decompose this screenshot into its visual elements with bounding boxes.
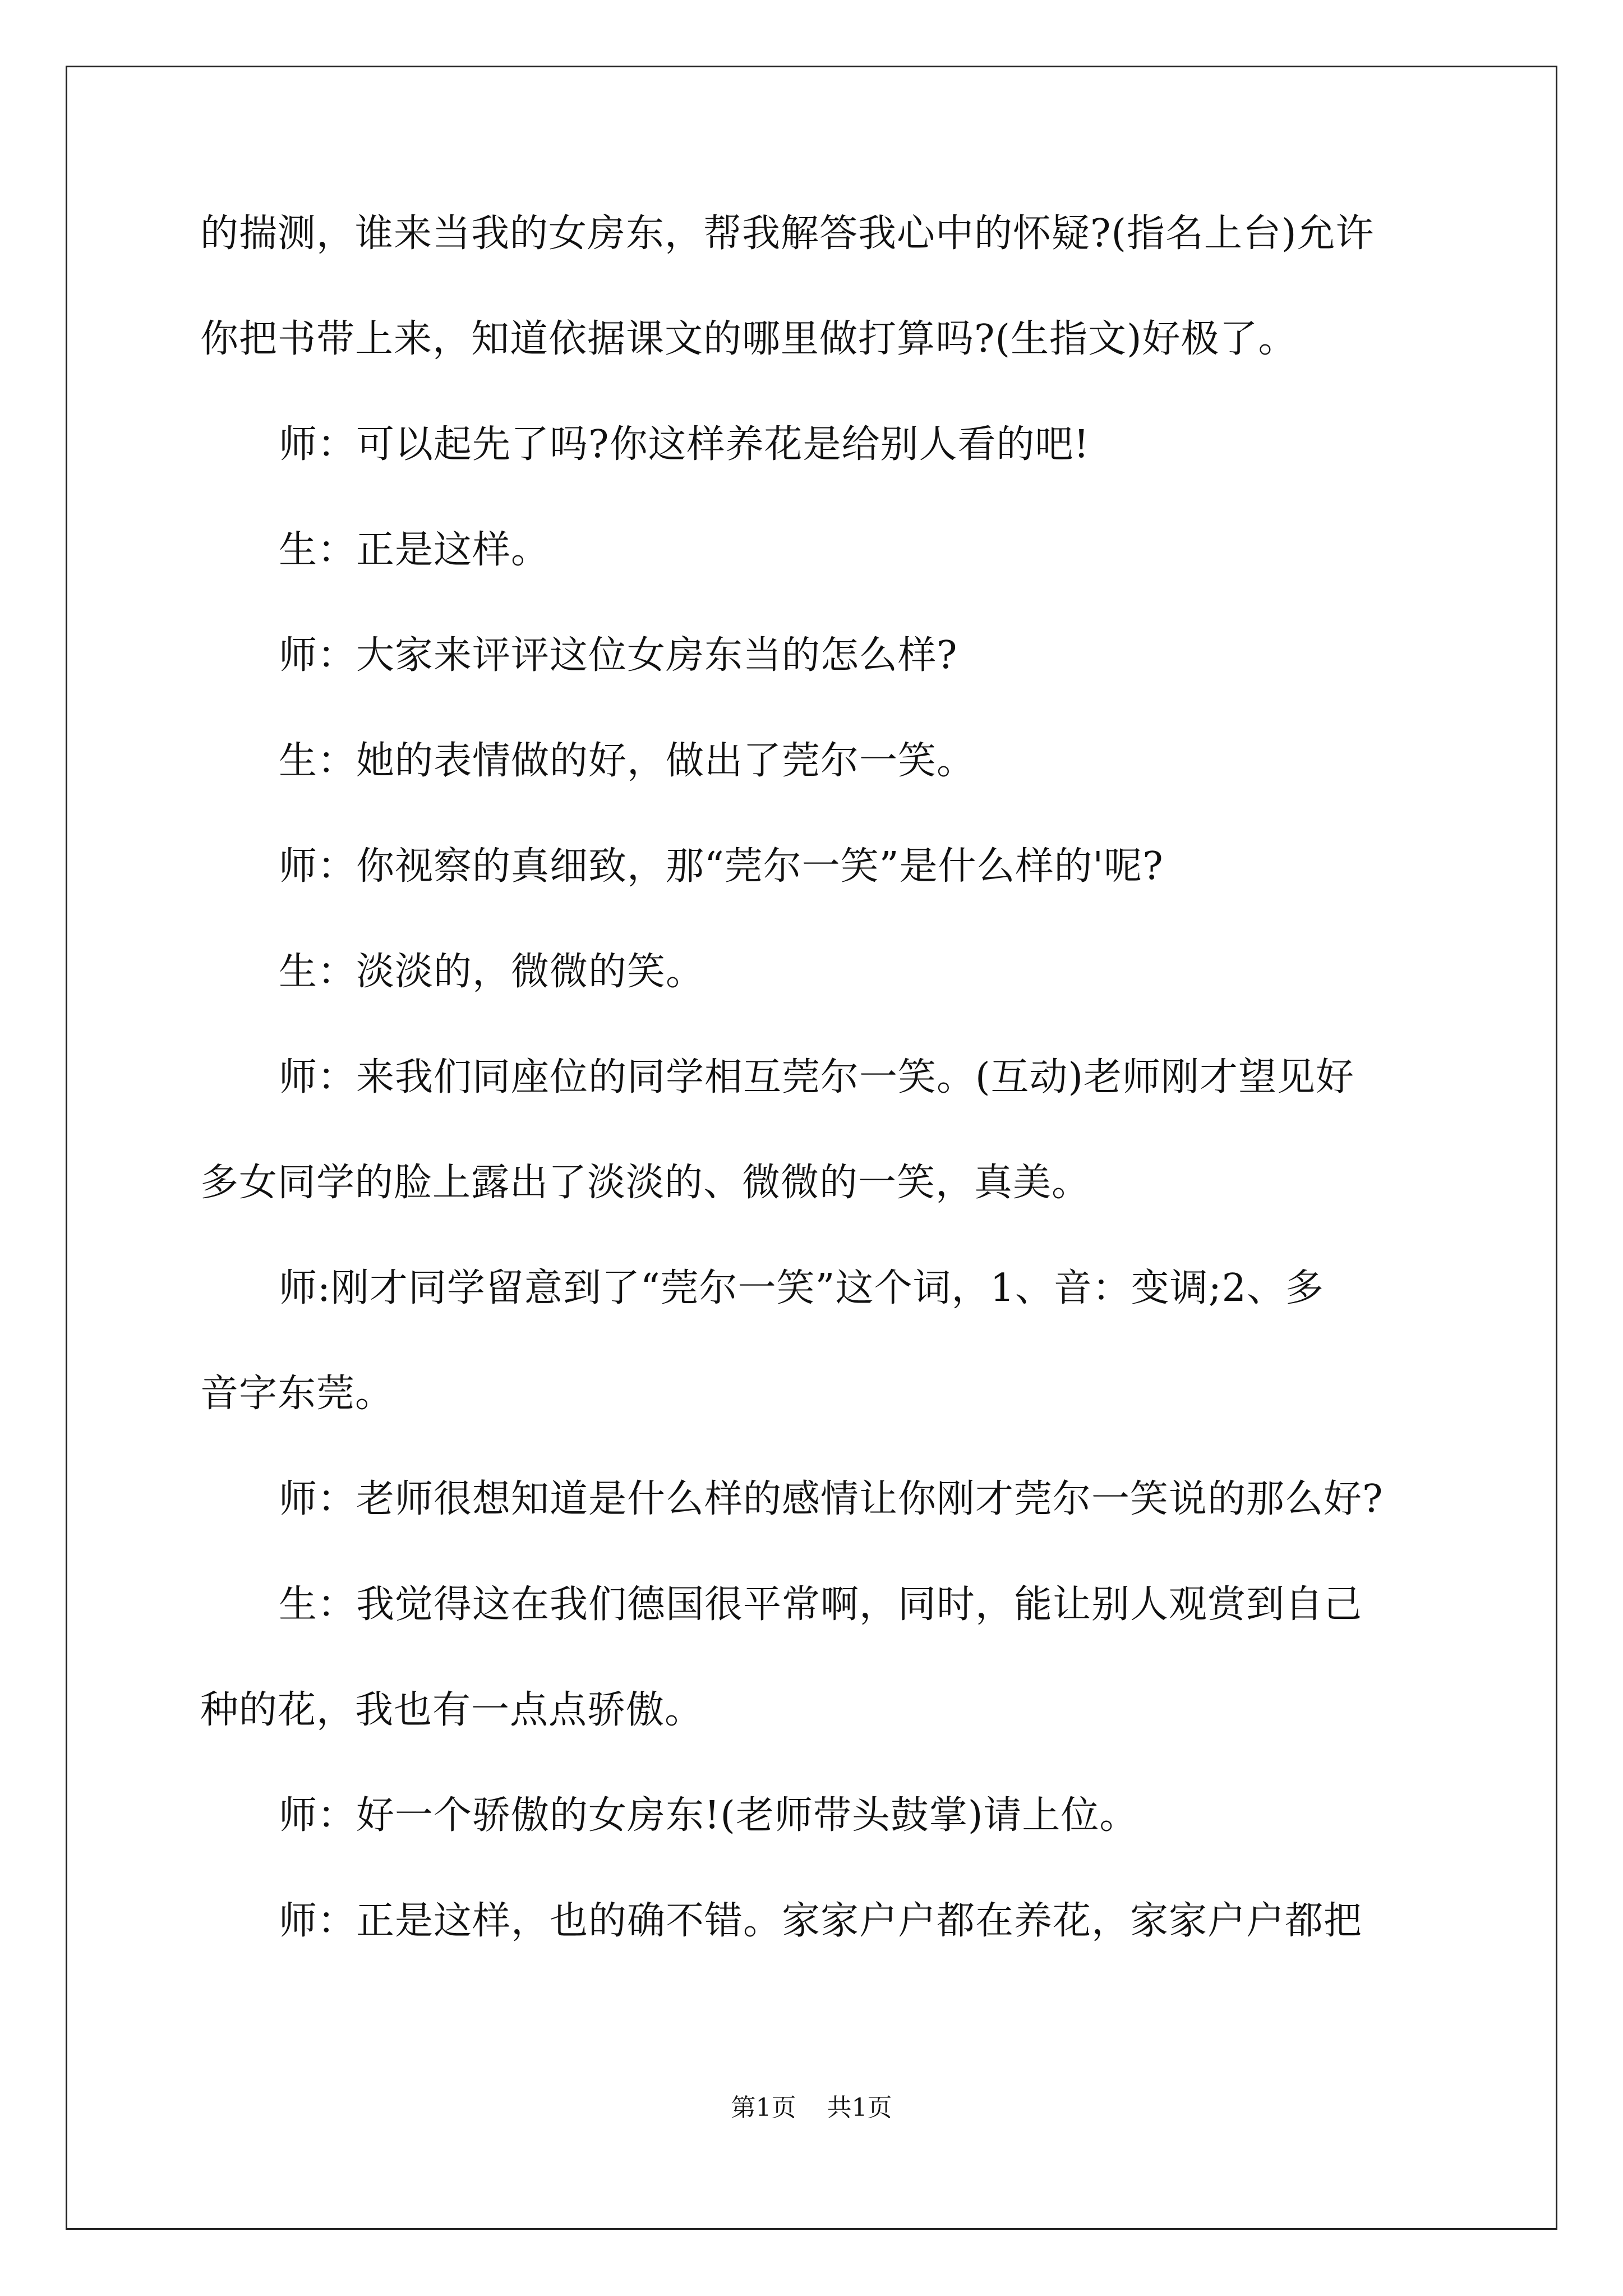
text-line: 多女同学的脸上露出了淡淡的、微微的一笑，真美。 bbox=[200, 1161, 1091, 1205]
document-body bbox=[200, 208, 1434, 1947]
text-line: 师:刚才同学留意到了“莞尔一笑”这个词，1、音：变调;2、多 bbox=[279, 1266, 1324, 1310]
text-line: 生：我觉得这在我们德国很平常啊，同时，能让别人观赏到自己 bbox=[279, 1582, 1363, 1627]
text-line: 师：你视察的真细致，那“莞尔一笑”是什么样的'呢? bbox=[279, 844, 1164, 889]
text-line: 师：大家来评评这位女房东当的怎么样? bbox=[279, 633, 958, 678]
text-line: 你把书带上来，知道依据课文的哪里做打算吗?(生指文)好极了。 bbox=[200, 317, 1297, 361]
text-line: 生：她的表情做的好，做出了莞尔一笑。 bbox=[279, 739, 976, 783]
page-footer bbox=[0, 2091, 1623, 2125]
text-line: 师：可以起先了吗?你这样养花是给别人看的吧! bbox=[279, 422, 1090, 467]
text-line: 师：来我们同座位的同学相互莞尔一笑。(互动)老师刚才望见好 bbox=[279, 1055, 1355, 1099]
text-line: 师：正是这样，也的确不错。家家户户都在养花，家家户户都把 bbox=[279, 1899, 1363, 1943]
text-line: 生：淡淡的，微微的笑。 bbox=[279, 950, 705, 994]
text-line: 种的花，我也有一点点骄傲。 bbox=[200, 1688, 704, 1732]
text-line: 音字东莞。 bbox=[200, 1372, 394, 1416]
page-number-total: 共1页 bbox=[827, 2093, 892, 2122]
text-line: 师：老师很想知道是什么样的感情让你刚才莞尔一笑说的那么好? bbox=[279, 1477, 1384, 1521]
page-number-current: 第1页 bbox=[731, 2093, 796, 2122]
text-line: 生：正是这样。 bbox=[279, 528, 550, 572]
text-line: 的揣测，谁来当我的女房东，帮我解答我心中的怀疑?(指名上台)允许 bbox=[200, 211, 1375, 256]
text-line: 师：好一个骄傲的女房东!(老师带头鼓掌)请上位。 bbox=[279, 1793, 1138, 1838]
